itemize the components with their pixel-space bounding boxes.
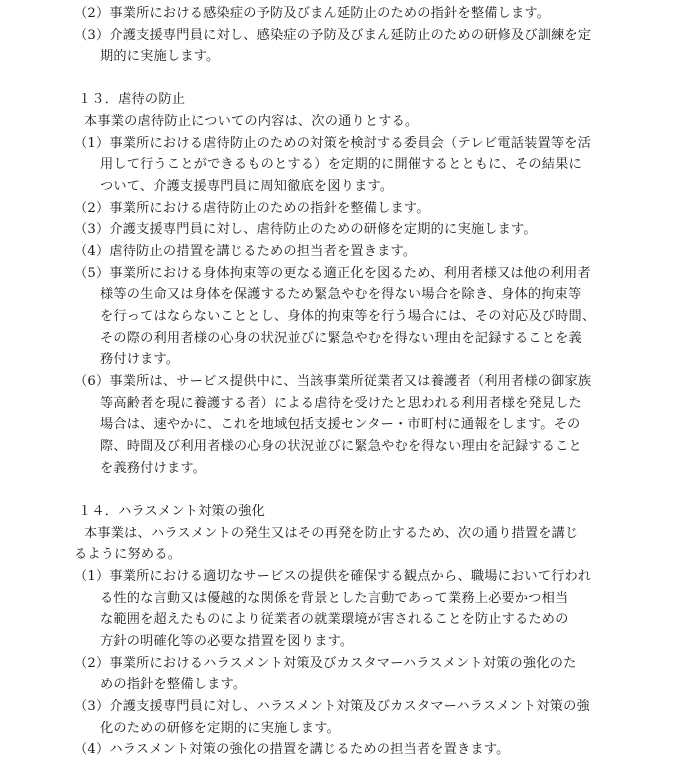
item-text: （1）事業所における適切なサービスの提供を確保する観点から、職場において行われ — [74, 569, 592, 584]
item-text-continued: 等高齢者を現に養護する者）による虐待を受けたと思われる利用者様を発見した — [100, 396, 582, 411]
item-text-continued: 方針の明確化等の必要な措置を図ります。 — [100, 634, 354, 649]
item-text-continued: な範囲を超えたものにより従業者の就業環境が害されることを防止するための — [100, 612, 569, 627]
item-text-continued: 用して行うことができるものとする）を定期的に開催するとともに、その結果に — [100, 157, 582, 172]
item-text: （6）事業所は、サービス提供中に、当該事業所従業者又は養護者（利用者様の御家族 — [74, 374, 592, 389]
item-text: （1）事業所における虐待防止のための対策を検討する委員会（テレビ電話装置等を活 — [74, 136, 592, 151]
item-text-continued: その際の利用者様の心身の状況並びに緊急やむを得ない理由を記録することを義 — [100, 331, 582, 346]
item-text-continued: 際、時間及び利用者様の心身の状況並びに緊急やむを得ない理由を記録すること — [100, 439, 582, 454]
item-text-continued: 様等の生命又は身体を保護するため緊急やむを得ない場合を除き、身体的拘束等 — [100, 287, 582, 302]
item-text-continued: めの指針を整備します。 — [100, 677, 247, 692]
section-heading-13: １３．虐待の防止 — [78, 92, 186, 107]
item-text-continued: る性的な言動又は優越的な関係を背景とした言動であって業務上必要かつ相当 — [100, 591, 569, 606]
item-text: （3）介護支援専門員に対し、虐待防止のための研修を定期的に実施します。 — [74, 222, 537, 237]
item-text: （2）事業所における虐待防止のための指針を整備します。 — [74, 201, 430, 216]
item-text-continued: を行ってはならないこととし、身体的拘束等を行う場合には、その対応及び時間、 — [100, 309, 596, 324]
item-text: （4）ハラスメント対策の強化の措置を講じるための担当者を置きます。 — [74, 742, 510, 757]
section-intro-continued: るように努める。 — [74, 547, 182, 562]
item-text: （2）事業所における感染症の予防及びまん延防止のための指針を整備します。 — [74, 6, 551, 21]
item-text: （5）事業所における身体拘束等の更なる適正化を図るため、利用者様又は他の利用者 — [74, 266, 591, 281]
section-intro: 本事業の虐待防止についての内容は、次の通りとする。 — [84, 114, 419, 129]
item-text: （4）虐待防止の措置を講じるための担当者を置きます。 — [74, 244, 417, 259]
section-heading-14: １４．ハラスメント対策の強化 — [78, 504, 266, 519]
item-text-continued: 務付けます。 — [100, 352, 180, 367]
item-text: （3）介護支援専門員に対し、ハラスメント対策及びカスタマーハラスメント対策の強 — [74, 699, 590, 714]
item-text: （3）介護支援専門員に対し、感染症の予防及びまん延防止のための研修及び訓練を定 — [74, 28, 592, 43]
item-text: （2）事業所におけるハラスメント対策及びカスタマーハラスメント対策の強化のた — [74, 656, 577, 671]
item-text-continued: 期的に実施します。 — [100, 49, 220, 64]
item-text-continued: 場合は、速やかに、これを地域包括支援センター・市町村に通報をします。その — [100, 417, 581, 432]
section-intro: 本事業は、ハラスメントの発生又はその再発を防止するため、次の通り措置を講じ — [84, 526, 579, 541]
item-text-continued: ついて、介護支援専門員に周知徹底を図ります。 — [100, 179, 394, 194]
item-text-continued: 化のための研修を定期的に実施します。 — [100, 721, 340, 736]
item-text-continued: を義務付けます。 — [100, 461, 207, 476]
